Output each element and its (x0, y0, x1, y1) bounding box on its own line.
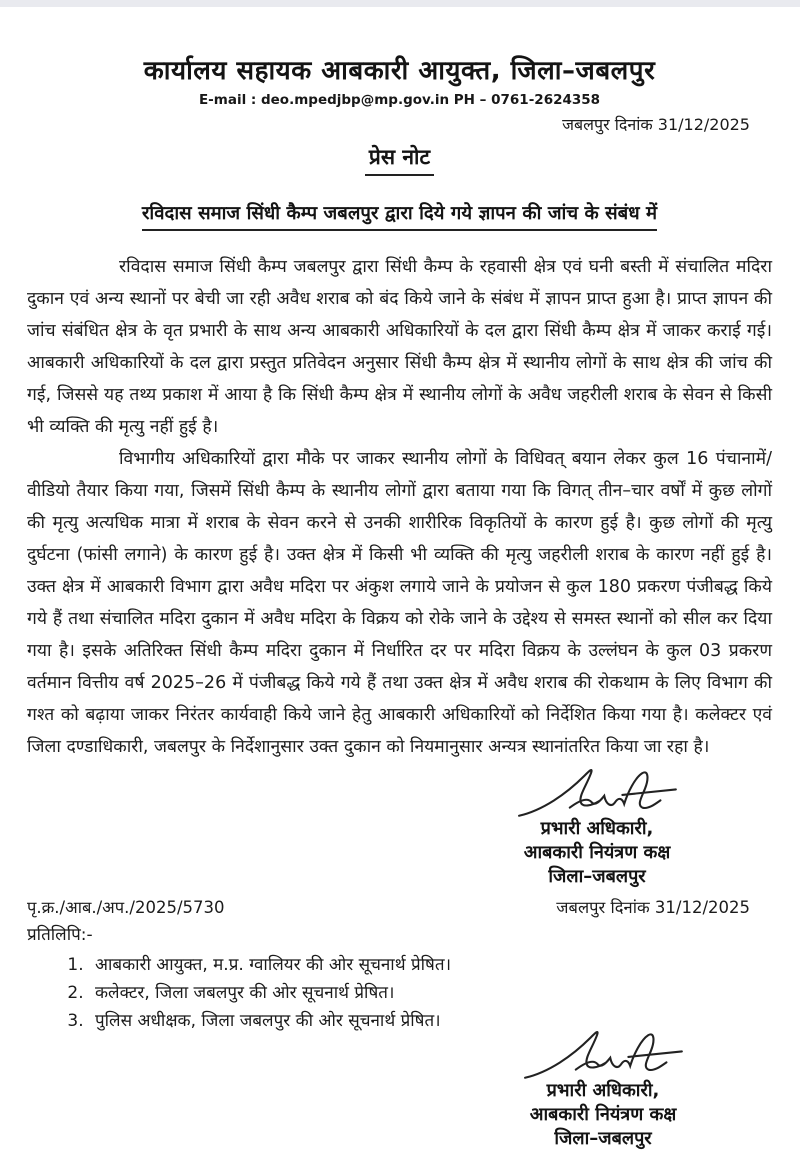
reference-row (27, 895, 772, 918)
office-title: कार्यालय सहायक आबकारी आयुक्त, जिला–जबलपुर (143, 56, 656, 86)
subject-line-wrap (27, 200, 772, 231)
footer-place-date: जबलपुर दिनांक 31/12/2025 (556, 898, 750, 917)
copy-item-1: 1. आबकारी आयुक्त, म.प्र. ग्वालियर की ओर सूचनार्थ प्रेषित। (89, 951, 569, 979)
signatory-office: आबकारी नियंत्रण कक्ष (523, 842, 671, 863)
signatory-office: आबकारी नियंत्रण कक्ष (529, 1104, 677, 1125)
body-paragraph-1: रविदास समाज सिंधी कैम्प जबलपुर द्वारा सिंधी कैम्प के रहवासी क्षेत्र एवं घनी बस्ती में संचालित मदिरा दुकान एवं अन्य स्थानों पर बेची जा रही अवैध शराब को बंद किये जाने के संबंध में ज्ञापन प्राप्त हुआ है। प्राप्त ज्ञापन की जांच संबंधित क्षेत्र के वृत प्रभारी के साथ अन्य आबकारी अधिकारियों के दल द्वारा सिंधी कैम्प क्षेत्र में जाकर कराई गई। आबकारी अधिकारियों के दल द्वारा प्रस्तुत प्रतिवेदन अनुसार सिंधी कैम्प क्षेत्र में स्थानीय लोगों के साथ क्षेत्र की जांच की गई, जिससे यह तथ्य प्रकाश में आया है कि सिंधी कैम्प क्षेत्र में स्थानीय लोगों के अवैध जहरीली शराब के सेवन से किसी भी व्यक्ति की मृत्यु नहीं हुई है। (27, 257, 772, 437)
signatory-designation: प्रभारी अधिकारी, (540, 818, 654, 839)
reference-number: पृ.क्र./आब./अप./2025/5730 (27, 898, 225, 917)
copies-list (27, 951, 569, 1035)
signatory-district: जिला–जबलपुर (554, 1128, 652, 1149)
press-note-document (0, 51, 800, 1161)
office-contact-line: E-mail : deo.mpedjbp@mp.gov.in PH – 0761-2624358 (198, 92, 601, 108)
signatory-designation: प्रभारी अधिकारी, (546, 1080, 660, 1101)
subject-line: रविदास समाज सिंधी कैम्प जबलपुर द्वारा दिये गये ज्ञापन की जांच के संबंध में (142, 200, 657, 231)
copy-item-3: 3. पुलिस अधीक्षक, जिला जबलपुर की ओर सूचनार्थ प्रेषित। (89, 1007, 569, 1035)
header-place-date: जबलपुर दिनांक 31/12/2025 (562, 115, 750, 134)
copies-label: प्रतिलिपि:- (27, 925, 93, 945)
press-note-heading: प्रेस नोट (365, 143, 434, 176)
scan-edge-strip (0, 0, 800, 7)
signature-scribble (513, 1027, 693, 1085)
press-note-heading-wrap (27, 143, 772, 176)
signature-area-1 (27, 765, 772, 889)
signature-block-2 (468, 1027, 738, 1151)
body-paragraph-2: विभागीय अधिकारियों द्वारा मौके पर जाकर स्थानीय लोगों के विधिवत् बयान लेकर कुल 16 पंचानामें/वीडियो तैयार किया गया, जिसमें सिंधी कैम्प के स्थानीय लोगों द्वारा बताया गया कि विगत् तीन–चार वर्षों में कुछ लोगों की मृत्यु अत्यधिक मात्रा में शराब के सेवन करने से उनकी शारीरिक विकृतियों के कारण हुई है। कुछ लोगों की मृत्यु दुर्घटना (फांसी लगाने) के कारण हुई है। उक्त क्षेत्र में किसी भी व्यक्ति की मृत्यु जहरीली शराब के कारण नहीं हुई है। उक्त क्षेत्र में आबकारी विभाग द्वारा अवैध मदिरा पर अंकुश लगाये जाने के प्रयोजन से कुल 180 प्रकरण पंजीबद्ध किये गये हैं तथा संचालित मदिरा दुकान में अवैध मदिरा के विक्रय को रोके जाने के उद्देश्य से समस्त स्थानों को सील कर दिया गया है। इसके अतिरिक्त सिंधी कैम्प मदिरा दुकान में निर्धारित दर पर मदिरा विक्रय के उल्लंघन के कुल 03 प्रकरण वर्तमान वित्तीय वर्ष 2025–26 में पंजीबद्ध किये गये हैं तथा उक्त क्षेत्र में अवैध शराब की रोकथाम के लिए विभाग की गश्त को बढ़ाया जाकर निरंतर कार्यवाही किये जाने हेतु आबकारी अधिकारियों को निर्देशित किया गया है। कलेक्टर एवं जिला दण्डाधिकारी, जबलपुर के निर्देशानुसार उक्त दुकान को नियमानुसार अन्यत्र स्थानांतरित किया जा रहा है। (27, 449, 772, 757)
copy-item-2: 2. कलेक्टर, जिला जबलपुर की ओर सूचनार्थ प्रेषित। (89, 979, 569, 1007)
signature-scribble (507, 765, 687, 823)
signatory-district: जिला–जबलपुर (548, 866, 646, 887)
signature-block-1 (462, 765, 732, 889)
